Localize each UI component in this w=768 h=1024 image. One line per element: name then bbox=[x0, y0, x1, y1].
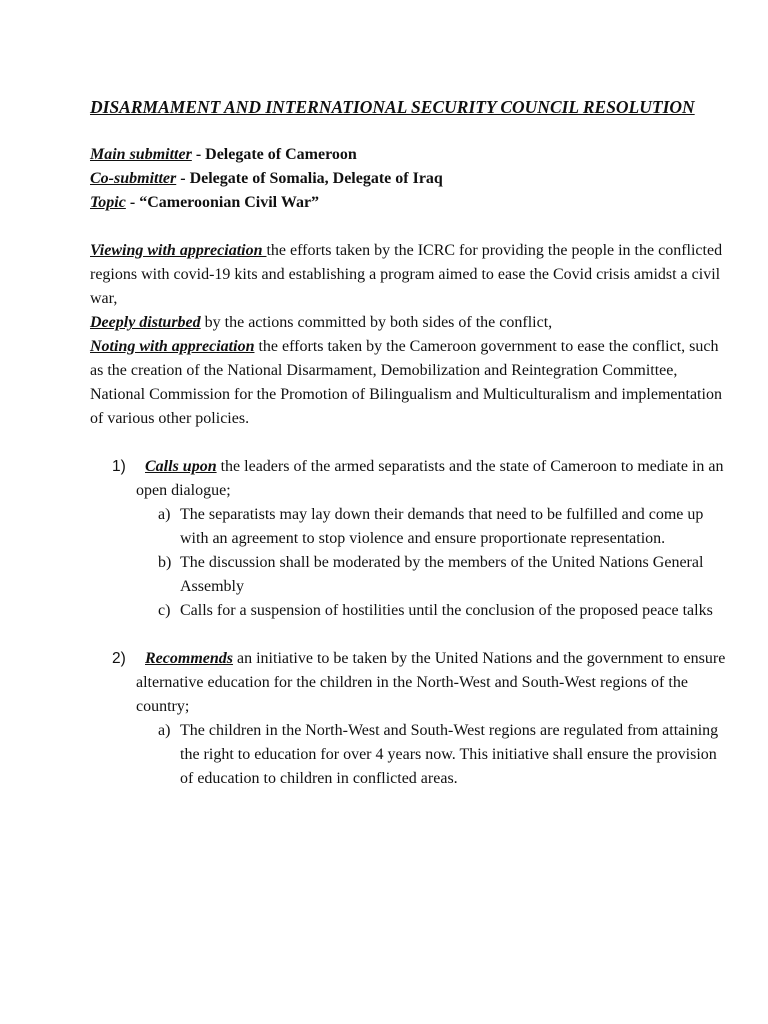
preambulatory-keyword: Viewing with appreciation bbox=[90, 242, 267, 259]
clause-lead bbox=[136, 455, 728, 503]
preambulatory-keyword: Deeply disturbed bbox=[90, 314, 201, 331]
subclause bbox=[90, 599, 728, 623]
clause-lead bbox=[136, 647, 728, 719]
clause-number: 2) bbox=[112, 650, 126, 667]
submission-info bbox=[90, 143, 728, 215]
subclause-text: Calls for a suspension of hostilities until the conclusion of the proposed peace talks bbox=[180, 602, 713, 619]
resolution-title: DISARMAMENT AND INTERNATIONAL SECURITY COUNCIL RESOLUTION bbox=[90, 97, 695, 117]
co-submitter-value: Delegate of Somalia, Delegate of Iraq bbox=[189, 170, 443, 187]
clause-body bbox=[136, 455, 728, 503]
preambulatory-clause bbox=[90, 335, 728, 431]
subclause-letter: b) bbox=[158, 554, 172, 571]
preambulatory-text: the efforts taken by the ICRC for providing the people in the conflicted regions with covid-19 kits and establishing a program aimed to ease the Covid crisis amidst a civil war, bbox=[90, 242, 723, 307]
preambulatory-clause bbox=[90, 239, 728, 311]
main-submitter-value: Delegate of Cameroon bbox=[205, 146, 357, 163]
operative-clause-1 bbox=[90, 455, 728, 623]
subclause-letter: a) bbox=[158, 722, 171, 739]
clause-text: the leaders of the armed separatists and the state of Cameroon to mediate in an open dialogue; bbox=[136, 458, 724, 499]
preambulatory-clauses bbox=[90, 239, 728, 431]
clause-keyword: Calls upon bbox=[145, 458, 217, 475]
topic-label: Topic bbox=[90, 194, 126, 211]
subclause-letter: a) bbox=[158, 506, 171, 523]
clause-body bbox=[136, 647, 728, 719]
clause-keyword: Recommends bbox=[145, 650, 233, 667]
subclause-text: The children in the North-West and South-West regions are regulated from attaining the right to education for over 4 years now. This initiative shall ensure the provision of education to children in conflicted areas. bbox=[180, 722, 719, 787]
topic-value: “Cameroonian Civil War” bbox=[139, 194, 320, 211]
subclause-text: The discussion shall be moderated by the members of the United Nations General Assembly bbox=[180, 554, 704, 595]
subclause-letter: c) bbox=[158, 602, 171, 619]
co-submitter-row bbox=[90, 167, 728, 191]
preambulatory-clause bbox=[90, 311, 728, 335]
co-submitter-sep: - bbox=[176, 170, 190, 187]
topic-row bbox=[90, 191, 728, 215]
topic-sep: - bbox=[125, 194, 140, 211]
main-submitter-label: Main submitter bbox=[90, 146, 192, 163]
preambulatory-text: the efforts taken by the Cameroon government to ease the conflict, such as the creation of the National Disarmament, Demobilization and Reintegration Committee, National Commission for the Promotion of Bilingualism and Multiculturalism and implementation of various other policies. bbox=[90, 338, 722, 427]
subclause bbox=[90, 719, 728, 791]
preambulatory-keyword: Noting with appreciation bbox=[90, 338, 255, 355]
subclause-list bbox=[90, 503, 728, 623]
preambulatory-text: by the actions committed by both sides of the conflict, bbox=[200, 314, 553, 331]
subclause bbox=[90, 503, 728, 551]
subclause-text: The separatists may lay down their demands that need to be fulfilled and come up with an agreement to stop violence and ensure proportionate representation. bbox=[180, 506, 704, 547]
clause-text: an initiative to be taken by the United Nations and the government to ensure alternative education for the children in the North-West and South-West regions of the country; bbox=[136, 650, 726, 715]
subclause bbox=[90, 551, 728, 599]
main-submitter-row bbox=[90, 143, 728, 167]
subclause-list bbox=[90, 719, 728, 791]
clause-number: 1) bbox=[112, 458, 126, 475]
main-submitter-sep: - bbox=[191, 146, 206, 163]
co-submitter-label: Co-submitter bbox=[90, 170, 177, 187]
operative-clause-2 bbox=[90, 647, 728, 791]
